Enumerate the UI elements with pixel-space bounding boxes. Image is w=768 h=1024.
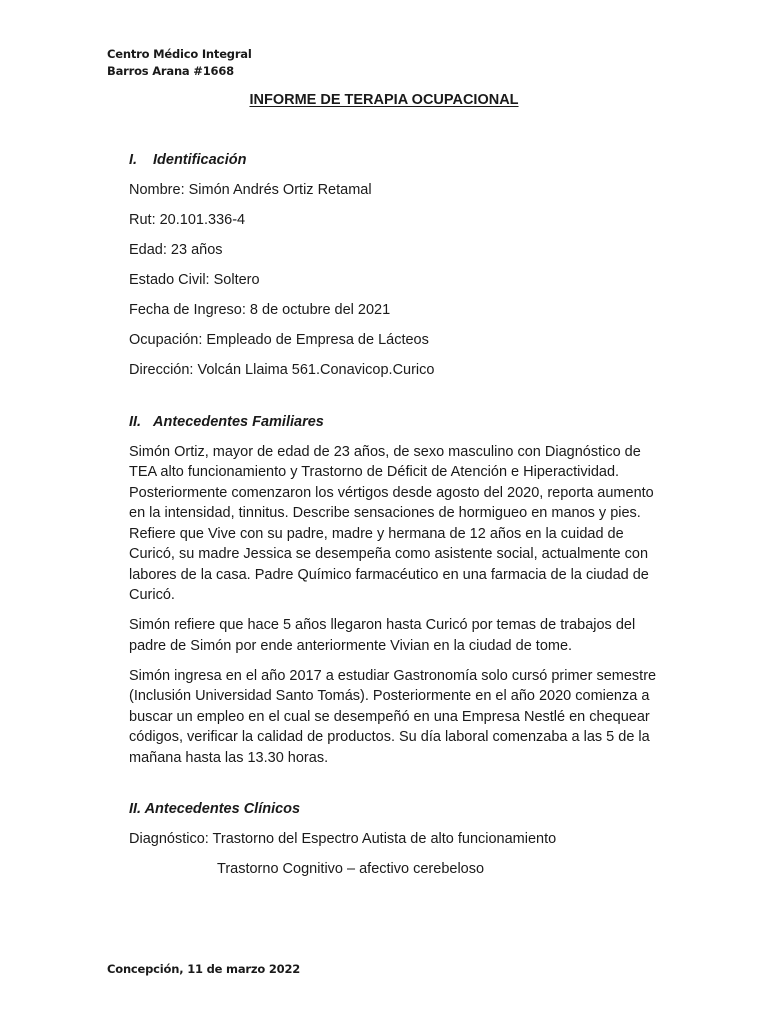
field-estado-civil: Estado Civil: Soltero (129, 272, 260, 288)
clinic-name: Centro Médico Integral (107, 47, 252, 61)
letterhead (107, 46, 252, 80)
diagnosis-line: Diagnóstico: Trastorno del Espectro Autista de alto funcionamiento (129, 831, 557, 847)
section-antecedentes-familiares-heading: II. Antecedentes Familiares (129, 413, 324, 430)
field-rut: Rut: 20.101.336-4 (129, 212, 246, 228)
clinic-address: Barros Arana #1668 (107, 64, 234, 78)
report-title: INFORME DE TERAPIA OCUPACIONAL (249, 92, 519, 108)
field-edad: Edad: 23 años (129, 242, 223, 258)
field-fecha-ingreso: Fecha de Ingreso: 8 de octubre del 2021 (129, 302, 391, 318)
field-direccion: Dirección: Volcán Llaima 561.Conavicop.Curico (129, 362, 435, 378)
footer-place-date: Concepción, 11 de marzo 2022 (107, 962, 301, 976)
report-body (129, 150, 669, 894)
diagnosis-secondary: Trastorno Cognitivo – afectivo cerebeloso (217, 861, 485, 877)
paragraph-familiares-2: Simón refiere que hace 5 años llegaron hasta Curicó por temas de trabajos del padre de Simón por ende anteriormente Vivian en la ciudad de tome. (129, 617, 636, 654)
paragraph-familiares-3: Simón ingresa en el año 2017 a estudiar Gastronomía solo cursó primer semestre (Inclusión Universidad Santo Tomás). Posteriormente en el año 2020 comienza a buscar un empleo en el cual se desempeñó en una Empresa Nestlé en chequear códigos, verificar la calidad de productos. Su día laboral comenzaba a las 5 de la mañana hasta las 13.30 horas. (129, 667, 657, 766)
field-nombre: Nombre: Simón Andrés Ortiz Retamal (129, 182, 372, 198)
field-ocupacion: Ocupación: Empleado de Empresa de Lácteos (129, 332, 429, 348)
paragraph-familiares-1: Simón Ortiz, mayor de edad de 23 años, de sexo masculino con Diagnóstico de TEA alto funcionamiento y Trastorno de Déficit de Atención e Hiperactividad. Posteriormente comenzaron los vértigos desde agosto del 2020, reporta aumento en la intensidad, tinnitus. Describe sensaciones de hormigueo en manos y pies. Refiere que Vive con su padre, madre y hermana de 12 años en la cuidad de Curicó, su madre Jessica se desempeña como asistente social, actualmente con labores de la casa. Padre Químico farmacéutico en una farmacia de la ciudad de Curicó. (129, 443, 654, 603)
section-antecedentes-clinicos-heading: II. Antecedentes Clínicos (129, 801, 301, 817)
section-identificacion-heading: I. Identificación (129, 152, 247, 168)
